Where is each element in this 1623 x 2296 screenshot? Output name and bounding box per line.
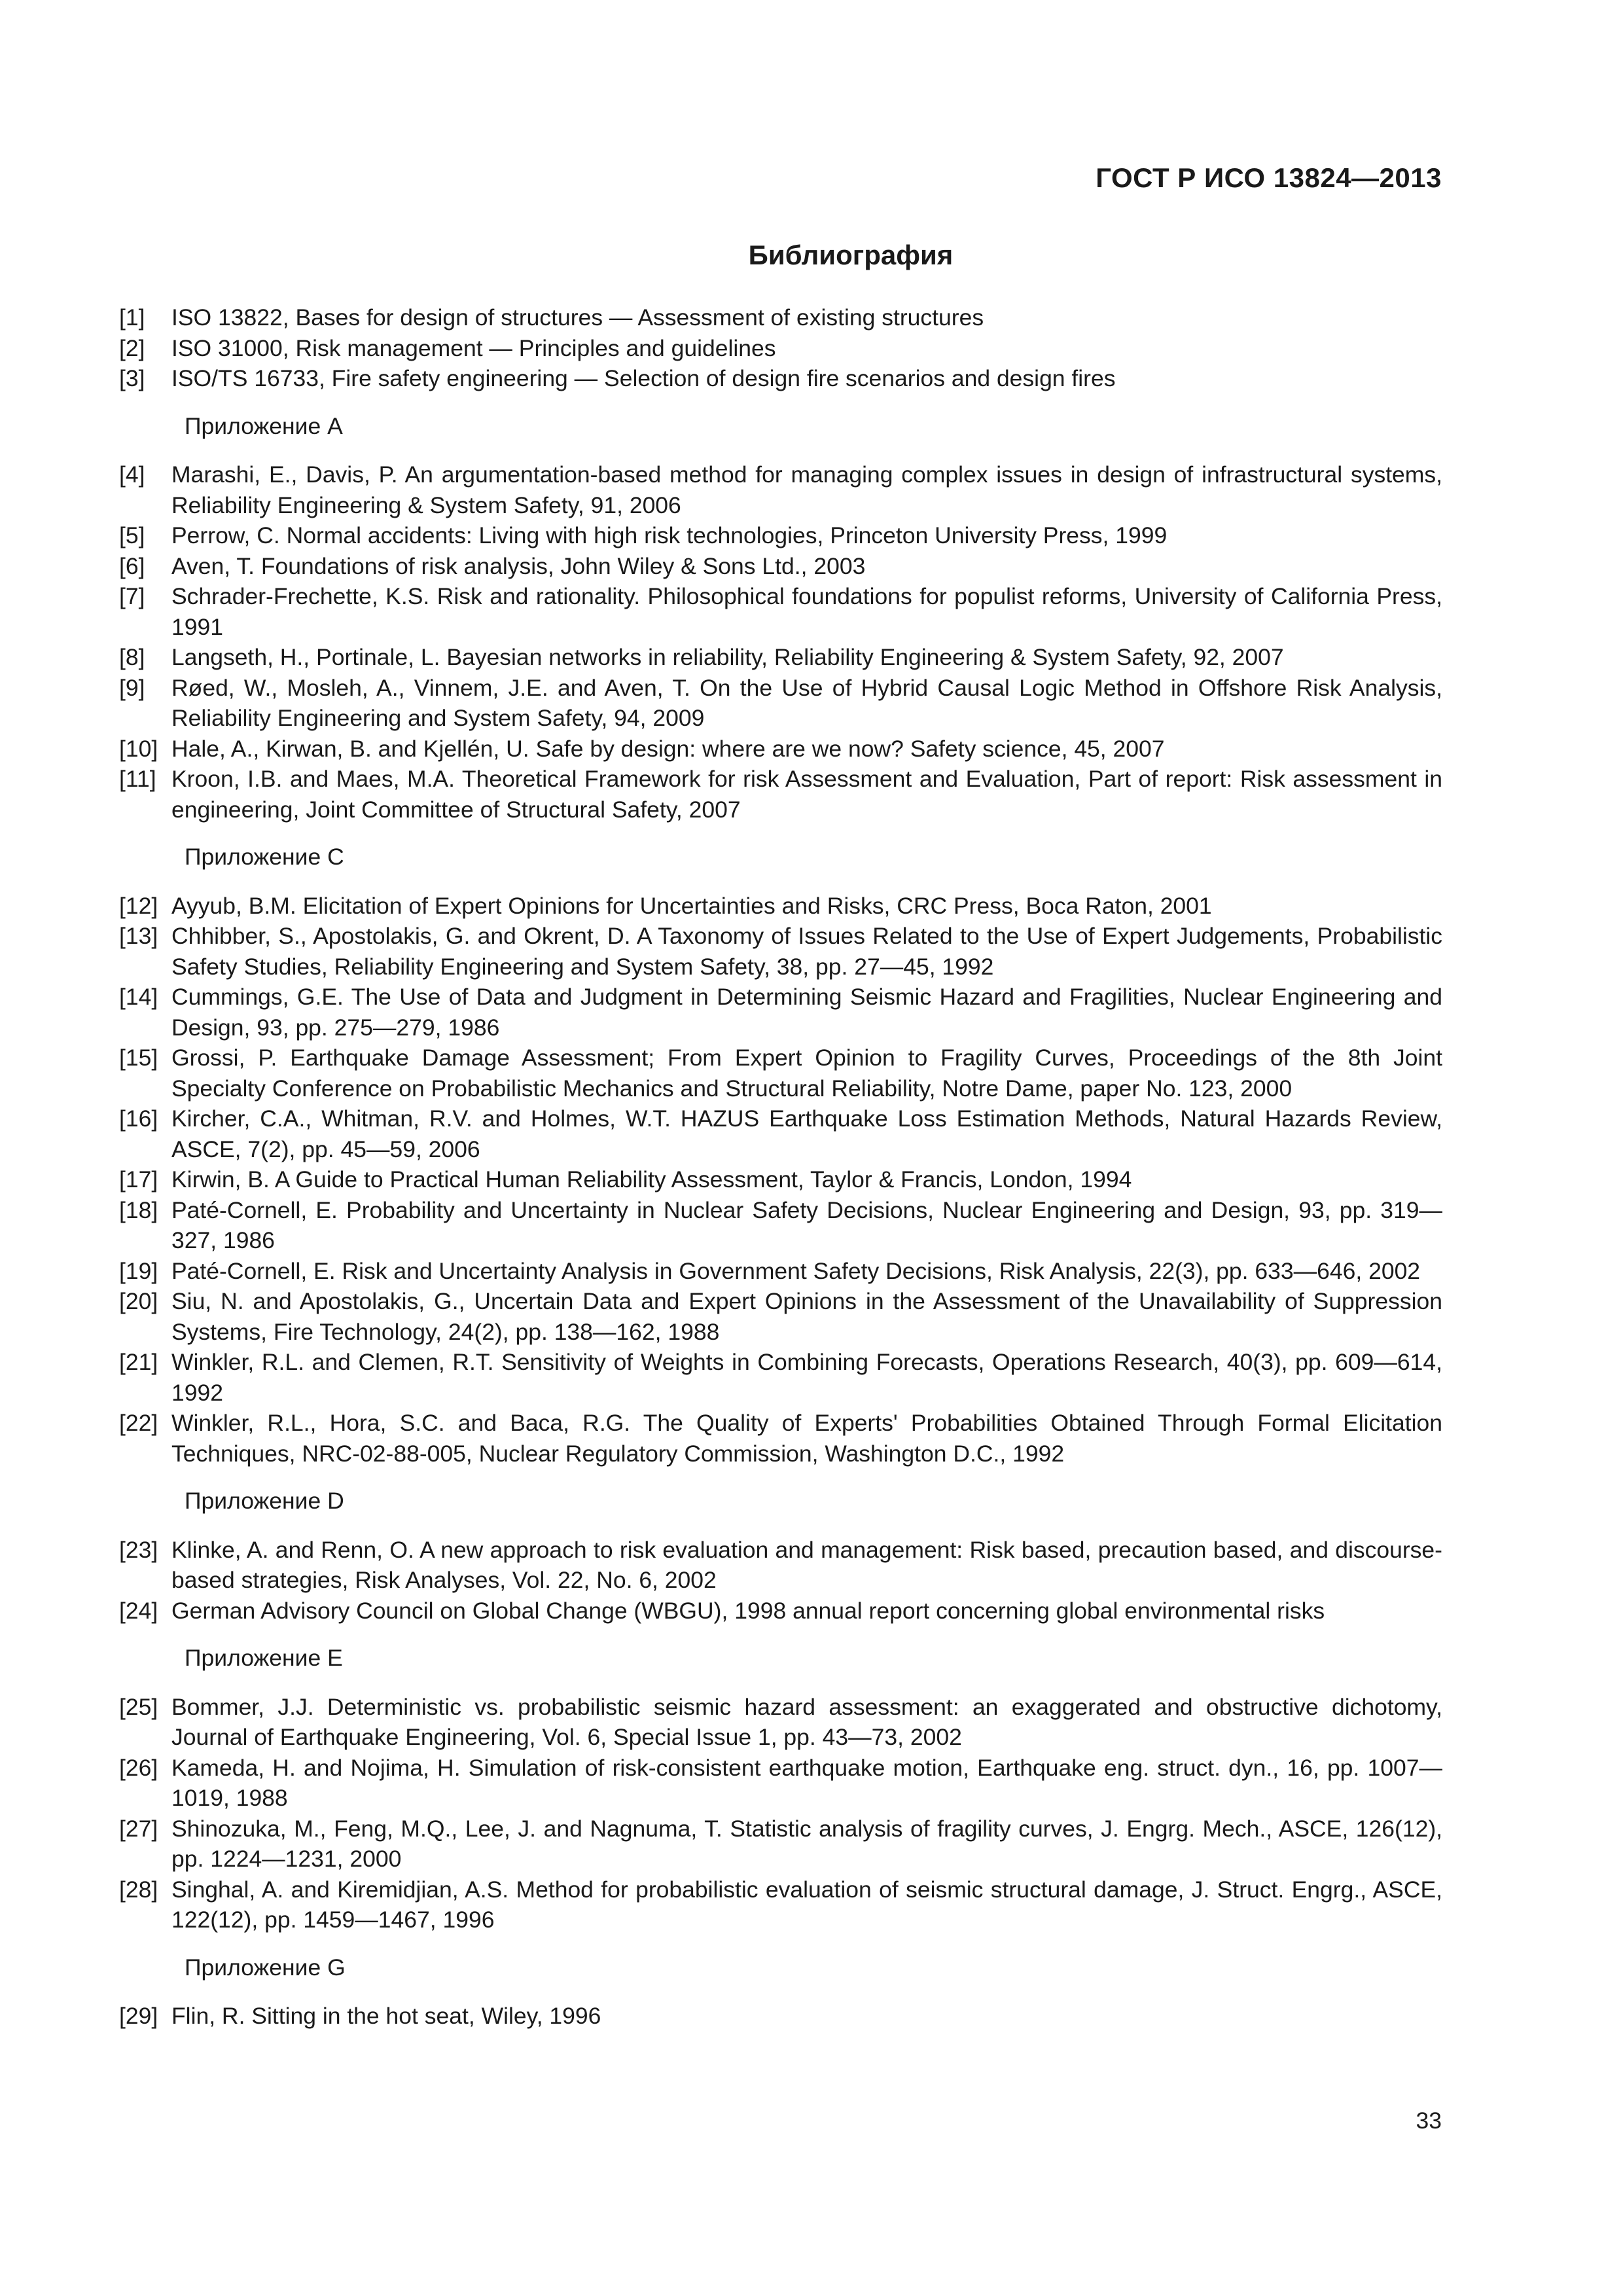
appendix-heading: Приложение Е (185, 1645, 343, 1671)
entry-number: [7] (119, 583, 145, 609)
bibliography-list (119, 302, 1442, 2032)
entry-citation: Hale, A., Kirwan, B. and Kjellén, U. Safe by design: where are we now? Safety science, 45, 2007 (171, 735, 1165, 762)
bibliography-entry (119, 1408, 1442, 1469)
entry-citation: Winkler, R.L., Hora, S.C. and Baca, R.G. The Quality of Experts' Probabilities Obtained Through Formal Elicitation Techniques, NRC-02-88-005, Nuclear Regulatory Commission, Washington D.C., 1992 (171, 1410, 1442, 1467)
entry-number: [15] (119, 1045, 158, 1071)
entry-citation: Kroon, I.B. and Maes, M.A. Theoretical Framework for risk Assessment and Evaluation, Part of report: Risk assessment in engineering, Joint Committee of Structural Safety, 2007 (171, 766, 1442, 823)
bibliography-entry (119, 1596, 1442, 1626)
bibliography-entry (119, 1535, 1442, 1596)
entry-number: [8] (119, 644, 145, 670)
entry-citation: Aven, T. Foundations of risk analysis, John Wiley & Sons Ltd., 2003 (171, 552, 866, 579)
entry-number: [27] (119, 1815, 158, 1842)
entry-citation: Grossi, P. Earthquake Damage Assessment; From Expert Opinion to Fragility Curves, Proceedings of the 8th Joint Specialty Conference on Probabilistic Mechanics and Structural Reliability, Notre Dame, paper No. 123, 2000 (171, 1045, 1442, 1102)
bibliography-entry (119, 459, 1442, 520)
entry-number: [11] (119, 766, 156, 792)
entry-number: [24] (119, 1597, 158, 1624)
entry-citation: German Advisory Council on Global Change (WBGU), 1998 annual report concerning global environmental risks (171, 1597, 1325, 1624)
bibliography-entry (119, 1874, 1442, 1935)
entry-citation: Klinke, A. and Renn, O. A new approach to risk evaluation and management: Risk based, precaution based, and discourse-based strategies, Risk Analyses, Vol. 22, No. 6, 2002 (171, 1536, 1442, 1593)
entry-citation: Shinozuka, M., Feng, M.Q., Lee, J. and Nagnuma, T. Statistic analysis of fragility curves, J. Engrg. Mech., ASCE, 126(12), pp. 1224—1231, 2000 (171, 1815, 1442, 1872)
entry-number: [20] (119, 1288, 158, 1314)
bibliography-entry (119, 333, 1442, 364)
entry-citation: Kirwin, B. A Guide to Practical Human Reliability Assessment, Taylor & Francis, London, 1994 (171, 1166, 1132, 1193)
entry-number: [26] (119, 1754, 158, 1781)
bibliography-entry (119, 581, 1442, 642)
entry-citation: Siu, N. and Apostolakis, G., Uncertain Data and Expert Opinions in the Assessment of the Unavailability of Suppression Systems, Fire Technology, 24(2), pp. 138—162, 1988 (171, 1288, 1442, 1345)
bibliography-entry (119, 891, 1442, 922)
entry-number: [29] (119, 2003, 158, 2029)
entry-number: [1] (119, 304, 145, 331)
entry-number: [9] (119, 674, 145, 701)
entry-citation: Marashi, E., Davis, P. An argumentation-based method for managing complex issues in design of infrastructural systems, Reliability Engineering & System Safety, 91, 2006 (171, 461, 1442, 518)
entry-citation: Chhibber, S., Apostolakis, G. and Okrent, D. A Taxonomy of Issues Related to the Use of Expert Judgements, Probabilistic Safety Studies, Reliability Engineering and System Safety, 38, pp. 27—45, 1992 (171, 923, 1442, 980)
bibliography-entry (119, 642, 1442, 673)
document-standard-id: ГОСТ Р ИСО 13824—2013 (1096, 162, 1442, 193)
bibliography-entry (119, 734, 1442, 764)
appendix-heading: Приложение G (185, 1954, 346, 1981)
bibliography-entry (119, 1692, 1442, 1753)
bibliography-entry (119, 1103, 1442, 1164)
entry-citation: Langseth, H., Portinale, L. Bayesian networks in reliability, Reliability Engineering & System Safety, 92, 2007 (171, 644, 1284, 670)
page-title: Библиография (748, 240, 954, 270)
entry-number: [13] (119, 923, 158, 949)
entry-number: [28] (119, 1876, 158, 1903)
bibliography-entry (119, 520, 1442, 551)
page-number: 33 (1416, 2108, 1442, 2134)
entry-citation: ISO/TS 16733, Fire safety engineering — Selection of design fire scenarios and design fires (171, 365, 1116, 391)
bibliography-entry (119, 673, 1442, 734)
bibliography-entry (119, 1347, 1442, 1408)
bibliography-entry (119, 302, 1442, 333)
bibliography-entry (119, 921, 1442, 982)
entry-citation: Bommer, J.J. Deterministic vs. probabilistic seismic hazard assessment: an exaggerated and obstructive dichotomy, Journal of Earthquake Engineering, Vol. 6, Special Issue 1, pp. 43—73, 2002 (171, 1693, 1442, 1750)
bibliography-entry (119, 1814, 1442, 1874)
entry-citation: Kircher, C.A., Whitman, R.V. and Holmes, W.T. HAZUS Earthquake Loss Estimation Methods, Natural Hazards Review, ASCE, 7(2), pp. 45—59, 2006 (171, 1105, 1442, 1162)
bibliography-entry (119, 363, 1442, 394)
entry-number: [19] (119, 1257, 158, 1284)
entry-number: [5] (119, 522, 145, 548)
bibliography-entry (119, 764, 1442, 825)
entry-citation: Flin, R. Sitting in the hot seat, Wiley, 1996 (171, 2003, 601, 2029)
bibliography-entry (119, 1164, 1442, 1195)
entry-citation: ISO 13822, Bases for design of structures — Assessment of existing structures (171, 304, 984, 331)
entry-citation: Singhal, A. and Kiremidjian, A.S. Method for probabilistic evaluation of seismic structural damage, J. Struct. Engrg., ASCE, 122(12), pp. 1459—1467, 1996 (171, 1876, 1442, 1933)
entry-number: [12] (119, 892, 158, 919)
entry-citation: Kameda, H. and Nojima, H. Simulation of risk-consistent earthquake motion, Earthquake eng. struct. dyn., 16, pp. 1007—1019, 1988 (171, 1754, 1442, 1811)
entry-number: [2] (119, 334, 145, 361)
entry-citation: Ayyub, B.M. Elicitation of Expert Opinions for Uncertainties and Risks, CRC Press, Boca Raton, 2001 (171, 892, 1212, 919)
entry-citation: Cummings, G.E. The Use of Data and Judgment in Determining Seismic Hazard and Fragilities, Nuclear Engineering and Design, 93, pp. 275—279, 1986 (171, 984, 1442, 1041)
entry-number: [23] (119, 1536, 158, 1563)
entry-citation: Paté-Cornell, E. Risk and Uncertainty Analysis in Government Safety Decisions, Risk Analysis, 22(3), pp. 633—646, 2002 (171, 1257, 1421, 1284)
appendix-heading: Приложение А (185, 412, 343, 439)
entry-citation: Røed, W., Mosleh, A., Vinnem, J.E. and Aven, T. On the Use of Hybrid Causal Logic Method in Offshore Risk Analysis, Reliability Engineering and System Safety, 94, 2009 (171, 674, 1442, 731)
bibliography-entry (119, 1195, 1442, 1256)
entry-number: [14] (119, 984, 158, 1010)
entry-citation: Winkler, R.L. and Clemen, R.T. Sensitivity of Weights in Combining Forecasts, Operations Research, 40(3), pp. 609—614, 1992 (171, 1349, 1442, 1406)
appendix-heading: Приложение D (185, 1488, 344, 1514)
entry-number: [3] (119, 365, 145, 391)
entry-number: [17] (119, 1166, 158, 1193)
bibliography-entry (119, 982, 1442, 1043)
entry-number: [16] (119, 1105, 158, 1132)
bibliography-entry (119, 1753, 1442, 1814)
entry-citation: Schrader-Frechette, K.S. Risk and rationality. Philosophical foundations for populist reforms, University of California Press, 1991 (171, 583, 1442, 640)
bibliography-entry (119, 551, 1442, 582)
appendix-heading: Приложение С (185, 844, 344, 870)
bibliography-entry (119, 1256, 1442, 1287)
entry-citation: Paté-Cornell, E. Probability and Uncertainty in Nuclear Safety Decisions, Nuclear Engineering and Design, 93, pp. 319—327, 1986 (171, 1196, 1442, 1253)
entry-citation: Perrow, C. Normal accidents: Living with high risk technologies, Princeton University Press, 1999 (171, 522, 1168, 548)
entry-number: [6] (119, 552, 145, 579)
entry-number: [22] (119, 1410, 158, 1436)
entry-number: [4] (119, 461, 145, 488)
bibliography-entry (119, 1043, 1442, 1103)
entry-number: [21] (119, 1349, 158, 1375)
entry-number: [25] (119, 1693, 158, 1720)
bibliography-entry (119, 2001, 1442, 2032)
entry-number: [18] (119, 1196, 158, 1223)
entry-number: [10] (119, 735, 158, 762)
bibliography-entry (119, 1286, 1442, 1347)
entry-citation: ISO 31000, Risk management — Principles and guidelines (171, 334, 776, 361)
